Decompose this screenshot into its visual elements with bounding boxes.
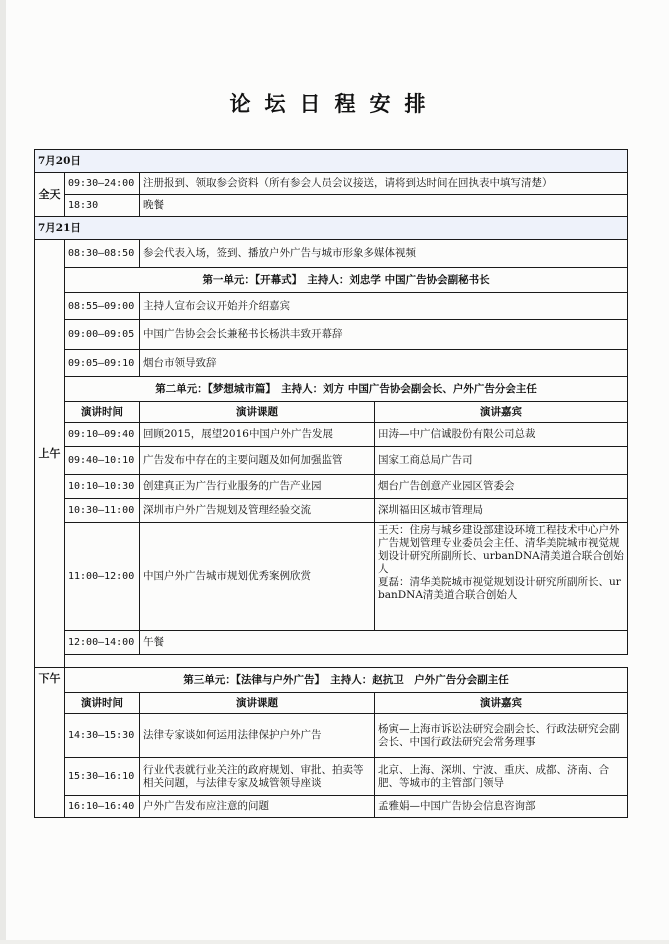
date-label: 7月20日	[35, 150, 628, 173]
time-cell: 12:00—14:00	[65, 631, 140, 655]
schedule-row	[35, 195, 628, 217]
talk-row	[35, 523, 628, 631]
talk-row	[35, 714, 628, 758]
scan-edge-shadow	[0, 0, 6, 944]
topic-cell: 行业代表就行业关注的政府规划、审批、拍卖等相关问题，与法律专家及城管领导座谈	[140, 758, 375, 796]
speaker-cell: 深圳福田区城市管理局	[375, 499, 628, 523]
talk-row	[35, 499, 628, 523]
content-cell: 烟台市领导致辞	[140, 350, 628, 377]
time-cell: 09:00—09:05	[65, 320, 140, 350]
topic-cell: 广告发布中存在的主要问题及如何加强监管	[140, 447, 375, 475]
date-row-day2	[35, 217, 628, 240]
topic-cell: 深圳市户外广告规划及管理经验交流	[140, 499, 375, 523]
speaker-cell: 杨寅—上海市诉讼法研究会副会长、行政法研究会副会长、中国行政法研究会常务理事	[375, 714, 628, 758]
topic-cell: 回顾2015，展望2016中国户外广告发展	[140, 423, 375, 447]
time-cell: 10:30—11:00	[65, 499, 140, 523]
period-afternoon: 下午	[35, 668, 65, 818]
unit2-title: 第二单元：【梦想城市篇】 主持人：刘方 中国广告协会副会长、户外广告分会主任	[65, 377, 628, 402]
page-title: 论坛日程安排	[229, 91, 440, 116]
topic-cell: 户外广告发布应注意的问题	[140, 796, 375, 818]
column-header-row	[35, 693, 628, 714]
content-cell: 注册报到、领取参会资料（所有参会人员会议接送，请将到达时间在回执表中填写清楚）	[140, 173, 628, 195]
speaker-cell: 王天：住房与城乡建设部建设环境工程技术中心户外广告规划管理专业委员会主任、清华美院城市视觉规划设计研究所副所长、urbanDNA清美道合联合创始人 夏磊：清华美院城市视觉规划设计研究所副所长、urbanDNA清美道合联合创始人	[375, 523, 628, 631]
date-row-day1	[35, 150, 628, 173]
unit1-title: 第一单元：【开幕式】 主持人：刘忠学 中国广告协会副秘书长	[65, 268, 628, 293]
schedule-row	[35, 350, 628, 377]
time-cell: 11:00—12:00	[65, 523, 140, 631]
time-cell: 15:30—16:10	[65, 758, 140, 796]
unit-title-row	[35, 377, 628, 402]
unit-title-row	[35, 268, 628, 293]
time-cell: 09:30—24:00	[65, 173, 140, 195]
time-cell: 08:55—09:00	[65, 293, 140, 320]
content-cell: 参会代表入场，签到、播放户外广告与城市形象多媒体视频	[140, 240, 628, 268]
header-time: 演讲时间	[65, 402, 140, 423]
schedule-table	[34, 149, 628, 818]
schedule-row	[35, 173, 628, 195]
period-full-day: 全天	[35, 173, 65, 217]
date-label: 7月21日	[35, 217, 628, 240]
schedule-row	[35, 631, 628, 655]
time-cell: 09:10—09:40	[65, 423, 140, 447]
header-topic: 演讲课题	[140, 402, 375, 423]
speaker-cell: 田涛—中广信诚股份有限公司总裁	[375, 423, 628, 447]
header-time: 演讲时间	[65, 693, 140, 714]
scan-bottom-shadow	[0, 940, 669, 944]
column-header-row	[35, 402, 628, 423]
time-cell: 08:30—08:50	[65, 240, 140, 268]
content-cell: 中国广告协会会长兼秘书长杨洪丰致开幕辞	[140, 320, 628, 350]
time-cell: 16:10—16:40	[65, 796, 140, 818]
schedule-row	[35, 293, 628, 320]
talk-row	[35, 423, 628, 447]
time-cell: 09:05—09:10	[65, 350, 140, 377]
content-cell: 主持人宣布会议开始并介绍嘉宾	[140, 293, 628, 320]
talk-row	[35, 758, 628, 796]
speaker-cell: 北京、上海、深圳、宁波、重庆、成都、济南、合肥、等城市的主管部门领导	[375, 758, 628, 796]
talk-row	[35, 447, 628, 475]
talk-row	[35, 475, 628, 499]
schedule-row	[35, 240, 628, 268]
topic-cell: 创建真正为广告行业服务的广告产业园	[140, 475, 375, 499]
speaker-cell: 孟雅娟—中国广告协会信息咨询部	[375, 796, 628, 818]
time-cell: 09:40—10:10	[65, 447, 140, 475]
talk-row	[35, 796, 628, 818]
time-cell: 10:10—10:30	[65, 475, 140, 499]
unit3-title: 第三单元：【法律与户外广告】 主持人：赵抗卫 户外广告分会副主任	[65, 668, 628, 693]
unit-title-row	[35, 668, 628, 693]
schedule-row	[35, 320, 628, 350]
header-speaker: 演讲嘉宾	[375, 693, 628, 714]
header-speaker: 演讲嘉宾	[375, 402, 628, 423]
time-cell: 14:30—15:30	[65, 714, 140, 758]
header-topic: 演讲课题	[140, 693, 375, 714]
period-morning: 上午	[35, 240, 65, 668]
speaker-cell: 烟台广告创意产业园区管委会	[375, 475, 628, 499]
content-cell: 午餐	[140, 631, 628, 655]
time-cell: 18:30	[65, 195, 140, 217]
speaker-cell: 国家工商总局广告司	[375, 447, 628, 475]
topic-cell: 中国户外广告城市规划优秀案例欣赏	[140, 523, 375, 631]
content-cell: 晚餐	[140, 195, 628, 217]
topic-cell: 法律专家谈如何运用法律保护户外广告	[140, 714, 375, 758]
